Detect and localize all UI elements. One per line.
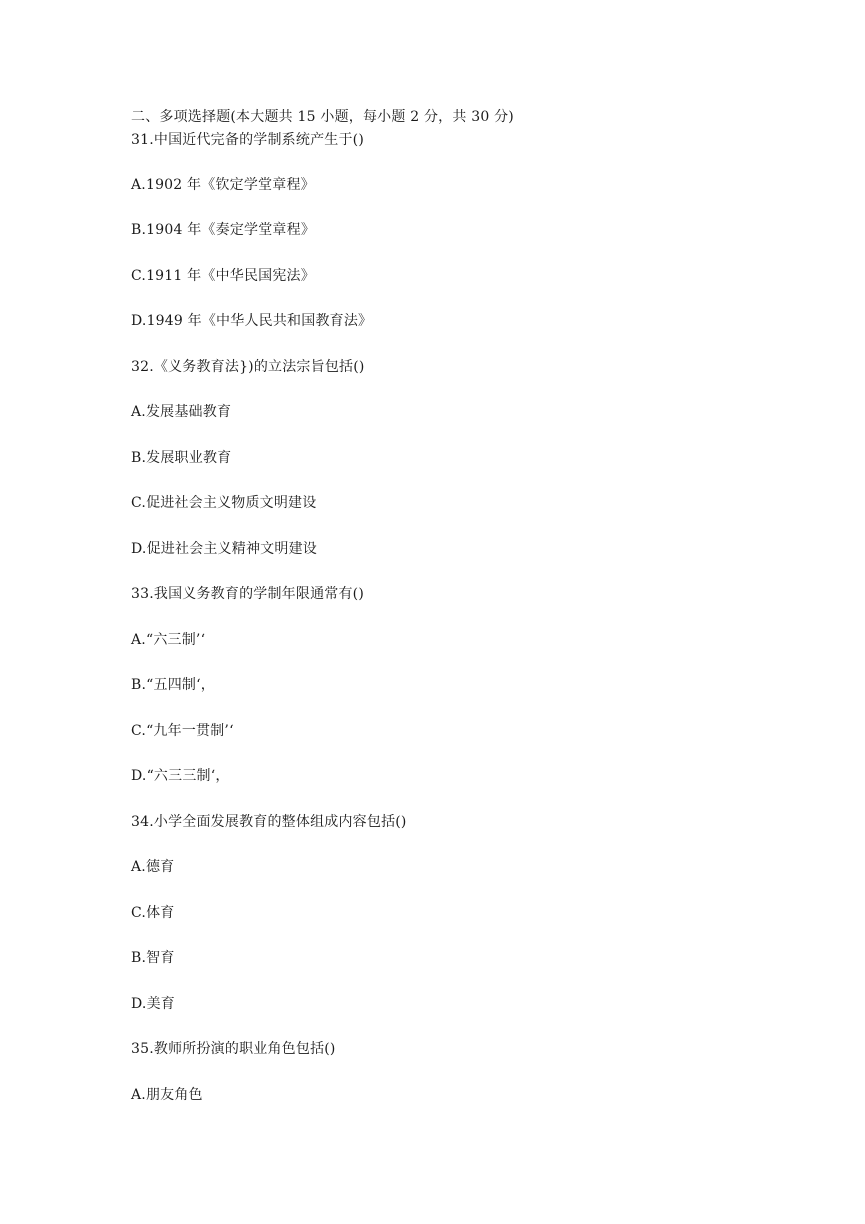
question-option: D.“六三三制‘， (131, 768, 230, 784)
question-option: A.“六三制’‘ (131, 632, 206, 648)
question-option: B.1904 年《奏定学堂章程》 (131, 222, 316, 238)
question-option: C.“九年一贯制’‘ (131, 723, 234, 739)
question-option: C.体育 (131, 905, 175, 921)
question-option: A.德育 (131, 859, 175, 875)
question-option: D.促进社会主义精神文明建设 (131, 541, 317, 557)
question-option: A.朋友角色 (131, 1087, 203, 1103)
question-stem: 32.《义务教育法})的立法宗旨包括() (131, 359, 365, 375)
question-option: A.发展基础教育 (131, 404, 232, 420)
question-option: B.智育 (131, 950, 175, 966)
question-option: C.1911 年《中华民国宪法》 (131, 268, 315, 284)
question-stem: 33.我国义务教育的学制年限通常有() (131, 586, 364, 602)
question-option: B.“五四制‘， (131, 677, 215, 693)
question-option: B.发展职业教育 (131, 450, 232, 466)
question-option: A.1902 年《钦定学堂章程》 (131, 177, 315, 193)
question-stem: 31.中国近代完备的学制系统产生于() (131, 132, 364, 148)
question-stem: 34.小学全面发展教育的整体组成内容包括() (131, 814, 407, 830)
section-header: 二、多项选择题(本大题共 15 小题，每小题 2 分，共 30 分) (131, 109, 514, 125)
question-stem: 35.教师所扮演的职业角色包括() (131, 1041, 336, 1057)
question-option: D.1949 年《中华人民共和国教育法》 (131, 313, 373, 329)
question-option: C.促进社会主义物质文明建设 (131, 495, 317, 511)
question-option: D.美育 (131, 996, 175, 1012)
